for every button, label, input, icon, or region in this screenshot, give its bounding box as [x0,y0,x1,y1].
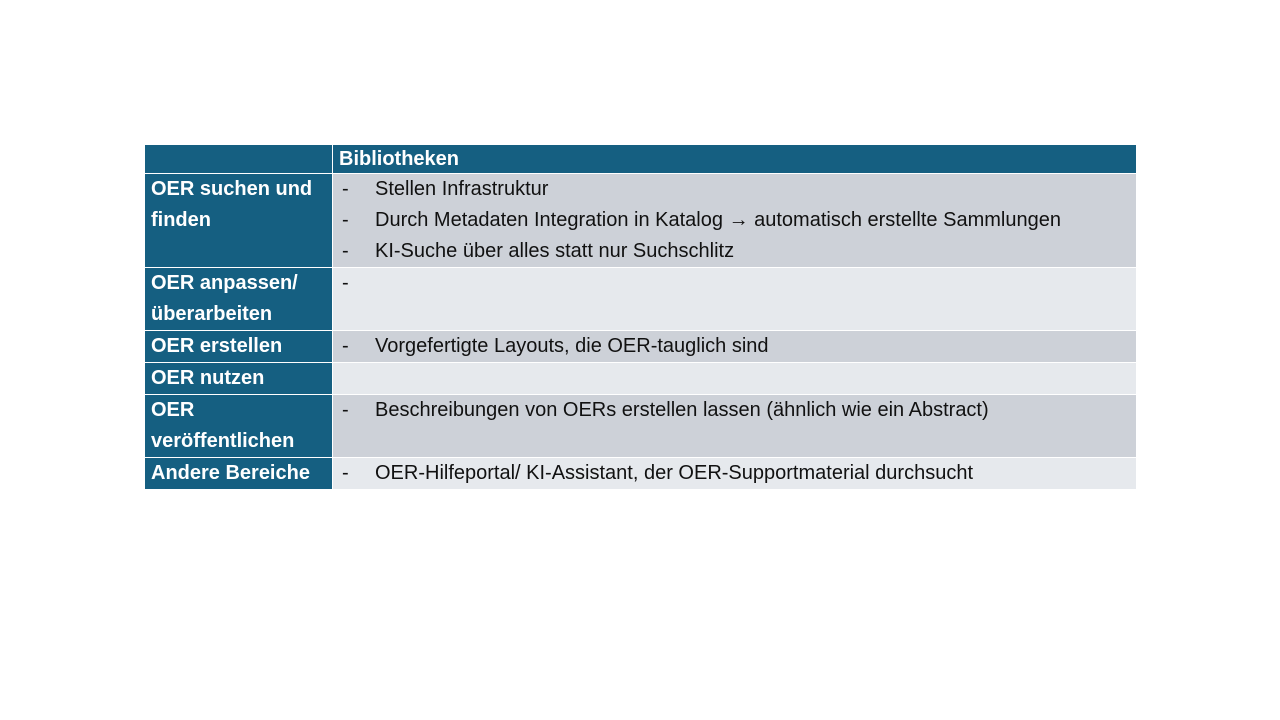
list-item-text: Beschreibungen von OERs erstellen lassen (ähnlich wie ein Abstract) [375,399,989,421]
row-label: OER nutzen [145,363,333,395]
list-item-text: KI-Suche über alles statt nur Suchschlitz [375,240,735,262]
list-item-text: Vorgefertigte Layouts, die OER-tauglich sind [375,335,769,357]
table-header-row [145,145,1137,174]
row-label: Andere Bereiche [145,458,333,490]
list-item [339,236,1130,267]
bullet-marker: - [342,178,349,200]
bullet-list [339,395,1130,426]
table-row [145,174,1137,268]
list-item-text: Stellen Infrastruktur [375,178,549,200]
row-body [333,174,1137,268]
header-corner-cell [145,145,333,174]
row-label: OER veröffentlichen [145,395,333,458]
row-body [333,268,1137,331]
table-row [145,268,1137,331]
bullet-list [339,458,1130,489]
arrow-right-icon: → [728,209,749,231]
bullet-list [339,331,1130,362]
bullet-marker: - [342,462,349,484]
row-label: OER anpassen/ überarbeiten [145,268,333,331]
bullet-marker: - [342,399,349,421]
bullet-list [339,174,1130,267]
table-row [145,363,1137,395]
list-item [339,205,1130,236]
list-item [339,331,1130,362]
table-row [145,395,1137,458]
oer-table [144,144,1137,490]
row-body [333,363,1137,395]
list-item [339,395,1130,426]
list-item-text: OER-Hilfeportal/ KI-Assistant, der OER-Supportmaterial durchsucht [375,462,973,484]
row-body [333,458,1137,490]
row-label: OER erstellen [145,331,333,363]
list-item [339,174,1130,205]
bullet-marker: - [342,209,349,231]
list-item-text-after: automatisch erstellte Sammlungen [754,209,1061,231]
table-row [145,331,1137,363]
bullet-marker: - [342,335,349,357]
bullet-marker: - [342,240,349,262]
row-body [333,395,1137,458]
list-item [339,458,1130,489]
row-body [333,331,1137,363]
header-title: Bibliotheken [333,145,1137,174]
list-item-text-before: Durch Metadaten Integration in Katalog [375,209,723,231]
bullet-marker: - [342,272,349,294]
table-row [145,458,1137,490]
row-label: OER suchen und finden [145,174,333,268]
